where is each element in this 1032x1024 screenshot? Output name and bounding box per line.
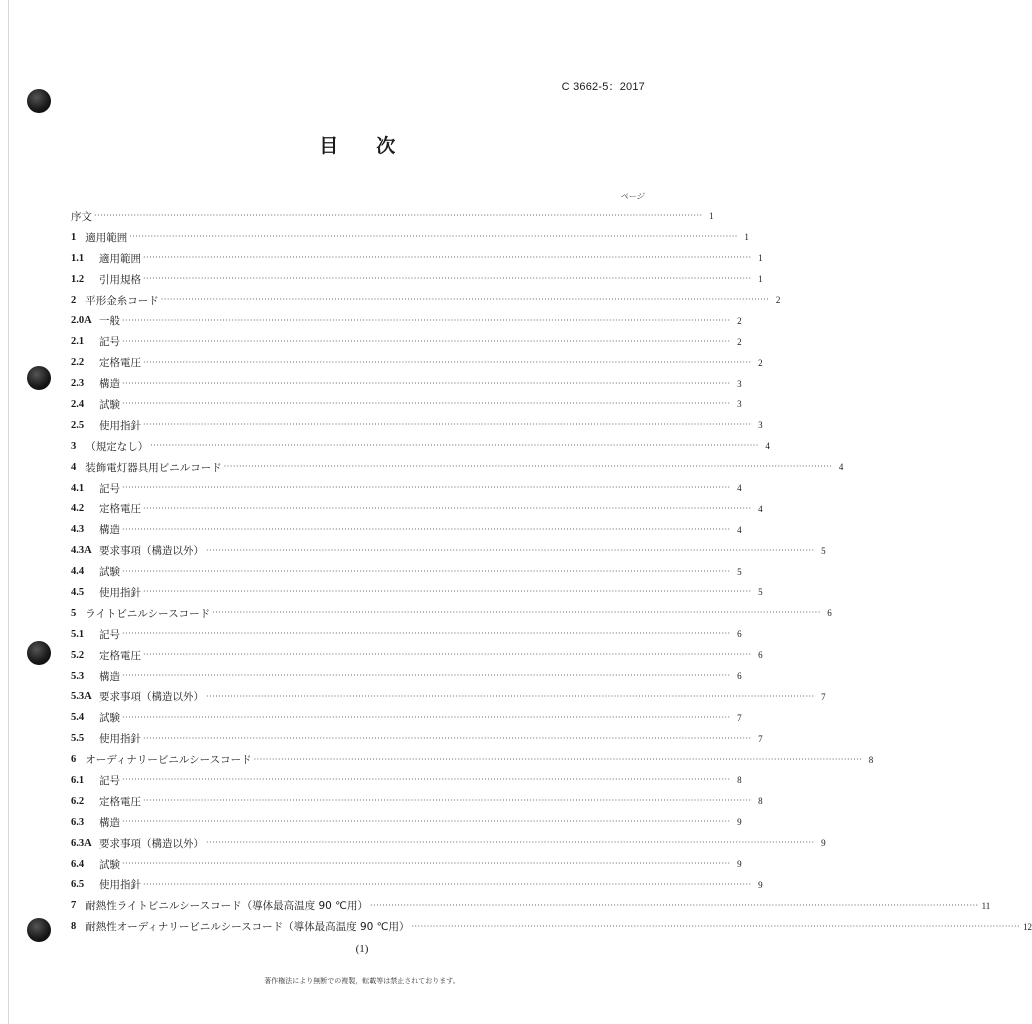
- toc-leader-dots: ········································································································································································································: [143, 357, 752, 367]
- toc-entry-page: 6: [737, 629, 742, 640]
- toc-entry[interactable]: [71, 603, 832, 624]
- toc-leader-dots: ········································································································································································································: [206, 838, 815, 848]
- toc-leader-dots: ········································································································································································································: [143, 796, 752, 806]
- toc-entry[interactable]: [71, 478, 742, 499]
- document-id: C 3662-5：2017: [561, 81, 645, 93]
- toc-entry-page: 4: [838, 462, 844, 473]
- toc-leader-dots: ········································································································································································································: [143, 650, 752, 660]
- toc-entry-label: 一般: [99, 315, 120, 328]
- toc-entry[interactable]: [71, 728, 763, 749]
- toc-entry-number: 2.1: [71, 336, 85, 348]
- toc-entry-number: 2: [71, 294, 77, 306]
- toc-leader-dots: ········································································································································································································: [143, 879, 752, 889]
- toc-entry-number: 2.5: [71, 419, 85, 431]
- toc-entry-page: 1: [758, 253, 763, 264]
- toc-entry[interactable]: [71, 833, 826, 854]
- toc-leader-dots: ········································································································································································································: [150, 441, 759, 451]
- toc-entry-number: 5.3: [71, 670, 85, 682]
- toc-entry[interactable]: [71, 498, 763, 519]
- toc-entry[interactable]: [71, 290, 781, 311]
- toc-entry-label: 試験: [99, 858, 120, 871]
- toc-entry-label: 記号: [99, 336, 120, 349]
- toc-entry-page: 5: [821, 545, 826, 556]
- toc-entry-page: 3: [737, 378, 742, 389]
- toc-entry-label: 要求事項（構造以外）: [99, 691, 204, 704]
- toc-entry-page: 4: [737, 483, 742, 494]
- toc-entry[interactable]: [71, 248, 763, 269]
- toc-entry-number: 4.4: [71, 566, 85, 578]
- toc-entry-label: 引用規格: [99, 273, 141, 286]
- toc-entry[interactable]: [71, 645, 763, 666]
- toc-entry-number: 6: [71, 754, 77, 766]
- toc-entry-page: 6: [758, 650, 763, 661]
- toc-leader-dots: ········································································································································································································: [369, 900, 979, 910]
- toc-entry-number: 2.4: [71, 398, 85, 410]
- toc-entry-label: 使用指針: [99, 879, 141, 892]
- toc-leader-dots: ········································································································································································································: [143, 733, 752, 743]
- toc-entry-label: 耐熱性ライトビニルシースコード（導体最高温度 90 ℃用）: [85, 900, 368, 913]
- toc-entry-label: 定格電圧: [99, 503, 141, 516]
- toc-entry-page: 1: [744, 232, 749, 243]
- toc-entry-label: ライトビニルシースコード: [85, 607, 211, 620]
- toc-entry-number: 6.3: [71, 816, 85, 828]
- toc-entry-number: 4.1: [71, 482, 85, 494]
- toc-entry[interactable]: [71, 624, 742, 645]
- toc-entry-label: オーディナリービニルシースコード: [85, 754, 252, 767]
- toc-entry-number: 4: [71, 461, 77, 473]
- toc-entry[interactable]: [71, 373, 742, 394]
- toc-entry-page: 1: [709, 211, 714, 222]
- toc-entry-label: 構造: [99, 816, 120, 829]
- toc-entry-page: 11: [981, 900, 991, 911]
- toc-entry-label: 構造: [99, 670, 120, 683]
- page-column-label: ページ: [620, 192, 644, 201]
- toc-entry-number: 5.5: [71, 733, 85, 745]
- toc-entry-label: 記号: [99, 774, 120, 787]
- toc-entry-page: 9: [737, 817, 742, 828]
- toc-entry-number: 2.0A: [71, 315, 92, 327]
- toc-entry[interactable]: [71, 666, 742, 687]
- toc-entry[interactable]: [71, 269, 763, 290]
- toc-entry-number: 5: [71, 607, 77, 619]
- table-of-contents: [71, 206, 1032, 937]
- toc-entry-page: 6: [737, 671, 742, 682]
- toc-leader-dots: ········································································································································································································: [122, 629, 731, 639]
- toc-leader-dots: ········································································································································································································: [122, 817, 731, 827]
- toc-entry-label: 要求事項（構造以外）: [99, 545, 204, 558]
- toc-leader-dots: ········································································································································································································: [206, 691, 815, 701]
- toc-leader-dots: ········································································································································································································: [94, 211, 703, 221]
- toc-entry[interactable]: [71, 415, 763, 436]
- punch-hole: [27, 366, 51, 390]
- toc-leader-dots: ········································································································································································································: [143, 253, 752, 263]
- toc-leader-dots: ········································································································································································································: [122, 712, 731, 722]
- toc-entry-number: 1: [71, 231, 77, 243]
- toc-entry-label: 試験: [99, 398, 120, 411]
- toc-entry-number: 3: [71, 440, 77, 452]
- toc-entry-page: 9: [737, 859, 742, 870]
- toc-entry-label: 記号: [99, 628, 120, 641]
- toc-entry-number: 5.3A: [71, 691, 92, 703]
- toc-leader-dots: ········································································································································································································: [223, 462, 833, 472]
- toc-leader-dots: ········································································································································································································: [129, 232, 738, 242]
- toc-leader-dots: ········································································································································································································: [253, 754, 863, 764]
- toc-leader-dots: ········································································································································································································: [206, 545, 815, 555]
- toc-entry-page: 7: [758, 733, 763, 744]
- toc-entry-page: 4: [758, 503, 763, 514]
- toc-entry-page: 4: [737, 524, 742, 535]
- toc-entry-number: 1.2: [71, 273, 85, 285]
- toc-entry-label: 使用指針: [99, 586, 141, 599]
- page-title: 目 次: [319, 135, 405, 157]
- toc-entry-label: 定格電圧: [99, 357, 141, 370]
- toc-leader-dots: ········································································································································································································: [143, 503, 752, 513]
- toc-leader-dots: ········································································································································································································: [143, 274, 752, 284]
- toc-entry-number: 6.3A: [71, 837, 92, 849]
- toc-entry-label: 耐熱性オーディナリービニルシースコード（導体最高温度 90 ℃用）: [85, 921, 410, 934]
- toc-entry-page: 8: [737, 775, 742, 786]
- toc-entry[interactable]: [71, 561, 742, 582]
- toc-entry-label: 序文: [71, 210, 92, 223]
- toc-entry-page: 5: [758, 587, 763, 598]
- toc-entry-page: 9: [758, 879, 763, 890]
- toc-entry[interactable]: [71, 916, 1032, 937]
- toc-entry[interactable]: [71, 895, 991, 916]
- toc-entry-page: 8: [758, 796, 763, 807]
- toc-entry[interactable]: [71, 331, 742, 352]
- toc-entry[interactable]: [71, 791, 763, 812]
- page-number: (1): [355, 943, 369, 955]
- toc-leader-dots: ········································································································································································································: [122, 859, 731, 869]
- punch-hole: [27, 89, 51, 113]
- toc-entry-number: 5.4: [71, 712, 85, 724]
- toc-entry-number: 6.2: [71, 795, 85, 807]
- toc-entry[interactable]: [71, 686, 826, 707]
- toc-entry-number: 4.3A: [71, 545, 92, 557]
- toc-leader-dots: ········································································································································································································: [122, 524, 731, 534]
- punch-hole: [27, 641, 51, 665]
- toc-entry-label: 記号: [99, 482, 120, 495]
- toc-entry-number: 5.1: [71, 628, 85, 640]
- toc-entry-number: 7: [71, 900, 77, 912]
- toc-entry-number: 4.5: [71, 586, 85, 598]
- toc-entry-label: 定格電圧: [99, 795, 141, 808]
- toc-entry-page: 3: [737, 399, 742, 410]
- toc-entry[interactable]: [71, 227, 749, 248]
- toc-leader-dots: ········································································································································································································: [212, 608, 821, 618]
- toc-entry[interactable]: [71, 582, 763, 603]
- toc-leader-dots: ········································································································································································································: [143, 420, 752, 430]
- toc-leader-dots: ········································································································································································································: [411, 921, 1021, 931]
- toc-entry-page: 2: [758, 357, 763, 368]
- toc-entry-number: 4.3: [71, 524, 85, 536]
- toc-entry-page: 7: [737, 712, 742, 723]
- toc-entry-number: 2.2: [71, 357, 85, 369]
- toc-leader-dots: ········································································································································································································: [122, 775, 731, 785]
- toc-entry[interactable]: [71, 749, 874, 770]
- toc-leader-dots: ········································································································································································································: [122, 483, 731, 493]
- toc-entry[interactable]: [71, 519, 742, 540]
- toc-entry-label: 試験: [99, 566, 120, 579]
- toc-entry[interactable]: [71, 812, 742, 833]
- toc-entry-label: 使用指針: [99, 733, 141, 746]
- toc-entry[interactable]: [71, 707, 742, 728]
- toc-entry-label: 装飾電灯器具用ビニルコード: [85, 461, 222, 474]
- toc-entry[interactable]: [71, 457, 844, 478]
- toc-entry-page: 9: [821, 838, 826, 849]
- toc-entry-label: 定格電圧: [99, 649, 141, 662]
- toc-entry-page: 2: [737, 336, 742, 347]
- toc-entry-number: 1.1: [71, 252, 85, 264]
- toc-entry[interactable]: [71, 540, 826, 561]
- toc-entry[interactable]: [71, 310, 742, 331]
- toc-entry-page: 8: [868, 754, 874, 765]
- toc-entry-number: 6.1: [71, 774, 85, 786]
- toc-entry-label: 構造: [99, 378, 120, 391]
- toc-entry-label: 適用範囲: [85, 231, 128, 244]
- toc-entry-page: 2: [737, 315, 742, 326]
- toc-entry-number: 6.4: [71, 858, 85, 870]
- toc-entry-page: 3: [758, 420, 763, 431]
- toc-leader-dots: ········································································································································································································: [122, 336, 731, 346]
- punch-hole: [27, 918, 51, 942]
- toc-entry[interactable]: [71, 854, 742, 875]
- toc-entry-page: 5: [737, 566, 742, 577]
- toc-leader-dots: ········································································································································································································: [122, 378, 731, 388]
- copyright-notice: 著作権法により無断での複製，転載等は禁止されております。: [264, 977, 460, 985]
- toc-entry-number: 8: [71, 921, 77, 933]
- toc-entry-page: 12: [1023, 921, 1032, 932]
- toc-entry-label: 試験: [99, 712, 120, 725]
- toc-entry[interactable]: [71, 206, 714, 227]
- toc-entry-page: 1: [758, 274, 763, 285]
- toc-entry-page: 4: [765, 441, 770, 452]
- toc-entry-number: 4.2: [71, 503, 85, 515]
- toc-entry-page: 2: [775, 295, 781, 305]
- toc-leader-dots: ········································································································································································································: [122, 566, 731, 576]
- toc-entry[interactable]: [71, 770, 742, 791]
- toc-entry[interactable]: [71, 394, 742, 415]
- toc-entry-label: 構造: [99, 524, 120, 537]
- toc-entry-number: 2.3: [71, 378, 85, 390]
- toc-entry-page: 7: [821, 691, 826, 702]
- toc-entry-label: 要求事項（構造以外）: [99, 837, 204, 850]
- toc-leader-dots: ········································································································································································································: [160, 295, 770, 304]
- toc-entry[interactable]: [71, 436, 770, 457]
- toc-entry[interactable]: [71, 352, 763, 373]
- toc-entry[interactable]: [71, 875, 763, 896]
- toc-entry-label: （規定なし）: [85, 440, 149, 453]
- toc-entry-label: 使用指針: [99, 419, 141, 432]
- toc-leader-dots: ········································································································································································································: [122, 671, 731, 681]
- toc-entry-label: 適用範囲: [99, 252, 141, 265]
- toc-entry-page: 6: [827, 608, 832, 619]
- toc-entry-label: 平形金糸コード: [85, 294, 159, 307]
- toc-leader-dots: ········································································································································································································: [143, 587, 752, 597]
- toc-leader-dots: ········································································································································································································: [122, 315, 731, 325]
- toc-entry-number: 6.5: [71, 879, 85, 891]
- toc-entry-number: 5.2: [71, 649, 85, 661]
- toc-leader-dots: ········································································································································································································: [122, 399, 731, 409]
